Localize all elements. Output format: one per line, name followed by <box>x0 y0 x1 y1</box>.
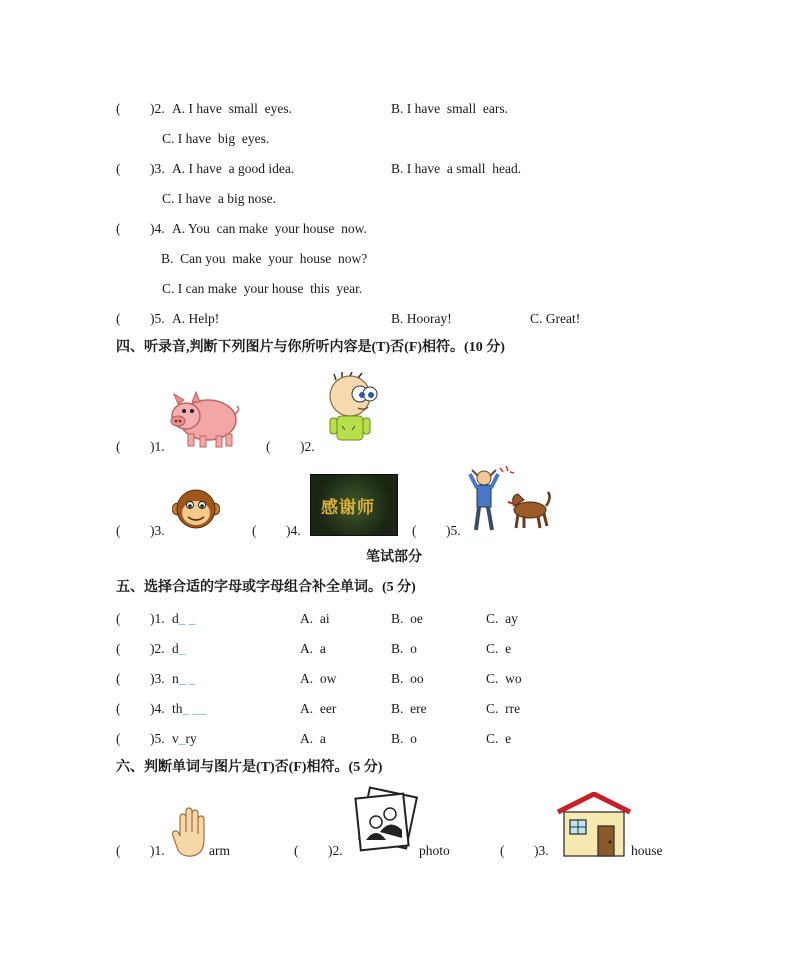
s4-q2-paren[interactable]: ( <box>266 439 271 454</box>
s5-q3-option-c[interactable]: C. wo <box>486 671 522 686</box>
s5-q4-blank[interactable]: _ __ <box>182 701 207 716</box>
s5-q3-option-a[interactable]: A. ow <box>300 671 337 686</box>
s6-q3-num: )3. <box>534 843 549 858</box>
s3-q2-option-c[interactable]: C. I have big eyes. <box>162 131 270 146</box>
s5-q1-option-c[interactable]: C. ay <box>486 611 518 626</box>
s4-q2-num: )2. <box>300 439 315 454</box>
s3-q2-num: )2. <box>150 101 165 116</box>
s6-q1-word: arm <box>209 843 230 858</box>
pig-icon <box>168 388 240 454</box>
s5-q4-option-a[interactable]: A. eer <box>300 701 337 716</box>
s5-q5-blank[interactable]: _ <box>178 731 186 746</box>
s6-q2-num: )2. <box>328 843 343 858</box>
s5-q5-option-b[interactable]: B. o <box>391 731 417 746</box>
s5-q3-paren[interactable]: ( <box>116 671 121 686</box>
s3-q5-option-b[interactable]: B. Hooray! <box>391 311 452 326</box>
man-and-dog-icon <box>466 464 558 540</box>
house-icon <box>556 792 632 862</box>
s5-q3-option-b[interactable]: B. oo <box>391 671 424 686</box>
s5-q5-option-a[interactable]: A. a <box>300 731 326 746</box>
s5-q3-num: )3. <box>150 671 165 686</box>
s4-q5-num: )5. <box>446 523 461 538</box>
photo-icon <box>352 786 420 862</box>
s5-q2-num: )2. <box>150 641 165 656</box>
section4-heading: 四、听录音,判断下列图片与你所听内容是(T)否(F)相符。(10 分) <box>116 340 505 355</box>
s5-q1-num: )1. <box>150 611 165 626</box>
poster-text: 感谢师 <box>321 498 375 518</box>
monkey-icon <box>172 485 220 537</box>
s6-q3-word: house <box>631 843 663 858</box>
s4-q3-paren[interactable]: ( <box>116 523 121 538</box>
s6-q2-word: photo <box>419 843 450 858</box>
s3-q3-num: )3. <box>150 161 165 176</box>
poster-image <box>310 474 398 536</box>
s3-q3-option-c[interactable]: C. I have a big nose. <box>162 191 276 206</box>
s5-q4-option-b[interactable]: B. ere <box>391 701 427 716</box>
s4-q3-num: )3. <box>150 523 165 538</box>
s4-q5-paren[interactable]: ( <box>412 523 417 538</box>
s5-q3-word: n_ _ <box>172 671 196 686</box>
s5-q1-blank[interactable]: _ _ <box>178 611 196 626</box>
s5-q2-word: d_ <box>172 641 186 656</box>
s6-q1-paren[interactable]: ( <box>116 843 121 858</box>
s3-q5-option-a[interactable]: A. Help! <box>172 311 220 326</box>
written-part-title: 笔试部分 <box>366 550 422 565</box>
s5-q2-option-b[interactable]: B. o <box>391 641 417 656</box>
s4-q4-num: )4. <box>286 523 301 538</box>
s3-q4-option-c[interactable]: C. I can make your house this year. <box>162 281 363 296</box>
boy-icon <box>322 372 382 456</box>
s5-q4-paren[interactable]: ( <box>116 701 121 716</box>
s5-q1-option-a[interactable]: A. ai <box>300 611 330 626</box>
s3-q5-paren[interactable]: ( <box>116 311 121 326</box>
s3-q4-num: )4. <box>150 221 165 236</box>
s3-q4-paren[interactable]: ( <box>116 221 121 236</box>
s5-q4-word: th_ __ <box>172 701 207 716</box>
s4-q1-paren[interactable]: ( <box>116 439 121 454</box>
s5-q1-option-b[interactable]: B. oe <box>391 611 423 626</box>
s3-q4-option-a[interactable]: A. You can make your house now. <box>172 221 367 236</box>
s5-q5-option-c[interactable]: C. e <box>486 731 512 746</box>
s3-q3-option-b[interactable]: B. I have a small head. <box>391 161 522 176</box>
s3-q3-option-a[interactable]: A. I have a good idea. <box>172 161 295 176</box>
s5-q2-option-a[interactable]: A. a <box>300 641 326 656</box>
s5-q5-paren[interactable]: ( <box>116 731 121 746</box>
s3-q3-paren[interactable]: ( <box>116 161 121 176</box>
s3-q2-option-a[interactable]: A. I have small eyes. <box>172 101 292 116</box>
s6-q2-paren[interactable]: ( <box>294 843 299 858</box>
s5-q2-option-c[interactable]: C. e <box>486 641 512 656</box>
s3-q5-option-c[interactable]: C. Great! <box>530 311 581 326</box>
s5-q2-paren[interactable]: ( <box>116 641 121 656</box>
s3-q2-option-b[interactable]: B. I have small ears. <box>391 101 508 116</box>
s3-q5-num: )5. <box>150 311 165 326</box>
s5-q4-num: )4. <box>150 701 165 716</box>
s3-q4-option-b[interactable]: B. Can you make your house now? <box>161 251 368 266</box>
s5-q1-word: d_ _ <box>172 611 196 626</box>
s3-q2-paren[interactable]: ( <box>116 101 121 116</box>
section6-heading: 六、判断单词与图片是(T)否(F)相符。(5 分) <box>116 760 383 775</box>
s5-q2-blank[interactable]: _ <box>178 641 186 656</box>
s6-q3-paren[interactable]: ( <box>500 843 505 858</box>
section5-heading: 五、选择合适的字母或字母组合补全单词。(5 分) <box>116 580 416 595</box>
s4-q4-paren[interactable]: ( <box>252 523 257 538</box>
s4-q1-num: )1. <box>150 439 165 454</box>
s6-q1-num: )1. <box>150 843 165 858</box>
s5-q5-word: v_ry <box>172 731 197 746</box>
s5-q5-num: )5. <box>150 731 165 746</box>
s5-q1-paren[interactable]: ( <box>116 611 121 626</box>
s5-q3-blank[interactable]: _ _ <box>178 671 196 686</box>
s5-q4-option-c[interactable]: C. rre <box>486 701 521 716</box>
hand-icon <box>172 806 210 862</box>
